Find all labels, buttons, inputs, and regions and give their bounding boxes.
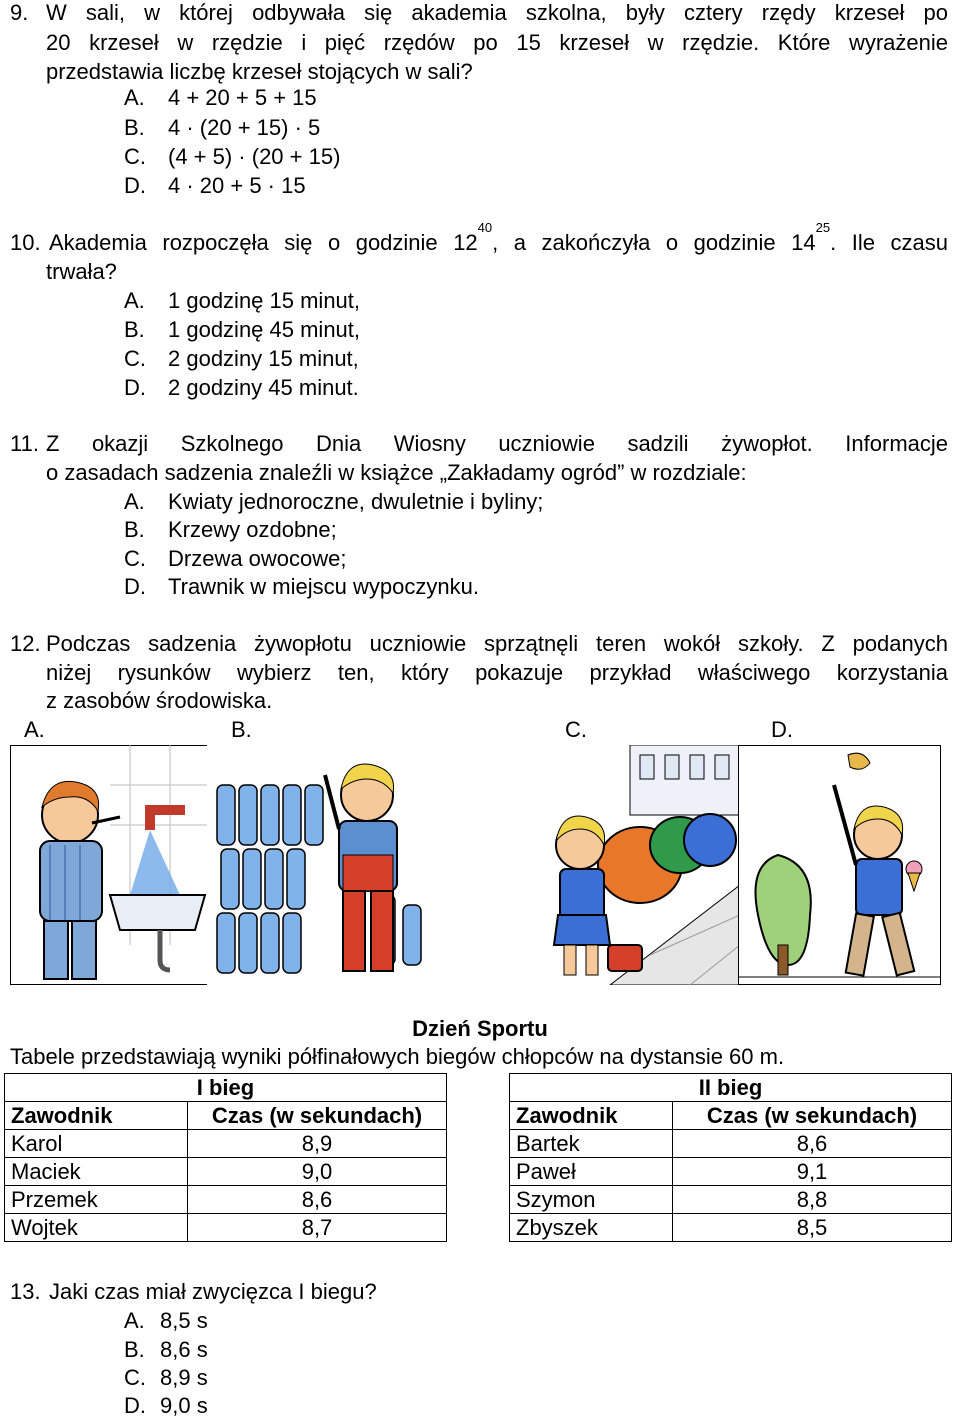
picture-label-d: D. (771, 717, 793, 742)
q10-end-minutes: 25 (815, 220, 831, 235)
question-10-text-line-2: trwała? (46, 259, 117, 284)
column-header-time: Czas (w sekundach) (188, 1102, 447, 1130)
question-11-text-line-1: Z okazji Szkolnego Dnia Wiosny uczniowie sadzili żywopłot. Informacje (46, 431, 948, 456)
runner-time: 8,6 (188, 1186, 447, 1214)
option-text: 8,6 s (160, 1337, 208, 1362)
option-text: 4 + 20 + 5 + 15 (168, 85, 317, 110)
question-11-option-b[interactable] (124, 517, 337, 543)
option-letter: B. (124, 115, 145, 140)
question-10-option-a[interactable] (124, 288, 360, 314)
runner-name: Zbyszek (510, 1214, 673, 1242)
runner-name: Szymon (510, 1186, 673, 1214)
question-13-text: Jaki czas miał zwycięzca I biegu? (49, 1279, 377, 1304)
runner-time: 8,9 (188, 1130, 447, 1158)
runner-time: 8,6 (673, 1130, 952, 1158)
boy-littering-picture[interactable] (738, 745, 941, 985)
question-13-option-d[interactable] (124, 1393, 208, 1419)
table-row (510, 1186, 952, 1214)
question-10-option-d[interactable] (124, 375, 359, 401)
question-11-option-c[interactable] (124, 546, 347, 572)
q10-text-c: . Ile czasu (830, 230, 948, 255)
question-11-option-d[interactable] (124, 574, 479, 600)
table-row (510, 1158, 952, 1186)
question-11-option-a[interactable] (124, 489, 543, 515)
option-text: 1 godzinę 15 minut, (168, 288, 361, 313)
option-letter: D. (124, 173, 146, 198)
sport-section-title: Dzień Sportu (412, 1016, 548, 1041)
option-letter: D. (124, 375, 146, 400)
table-row (510, 1130, 952, 1158)
question-10-option-b[interactable] (124, 317, 360, 343)
question-9-number: 9. (10, 0, 29, 25)
option-letter: A. (124, 288, 145, 313)
option-text: 4 · 20 + 5 · 15 (168, 173, 306, 198)
picture-label-b: B. (231, 717, 252, 742)
option-text: 9,0 s (160, 1393, 208, 1418)
question-12-text-line-1: Podczas sadzenia żywopłotu uczniowie sprzątnęli teren wokół szkoły. Z podanych (46, 631, 948, 656)
option-text: Trawnik w miejscu wypoczynku. (168, 574, 479, 599)
option-text: 8,5 s (160, 1308, 208, 1333)
q10-start-minutes: 40 (477, 220, 493, 235)
option-text: Krzewy ozdobne; (168, 517, 337, 542)
question-12-text-line-3: z zasobów środowiska. (46, 688, 273, 713)
option-letter: A. (124, 1308, 145, 1333)
girl-recycling-picture[interactable] (540, 745, 740, 985)
question-13-option-b[interactable] (124, 1337, 208, 1363)
column-header-name: Zawodnik (5, 1102, 188, 1130)
option-text: 2 godziny 45 minut. (168, 375, 359, 400)
heat-1-title: I bieg (5, 1074, 447, 1102)
question-11-number: 11. (10, 431, 39, 456)
question-13-number: 13. (10, 1279, 41, 1304)
question-10-option-c[interactable] (124, 346, 359, 372)
picture-label-c: C. (565, 717, 587, 742)
question-9-option-b[interactable] (124, 115, 320, 141)
heat-1-table (4, 1073, 447, 1242)
question-13-option-a[interactable] (124, 1308, 208, 1334)
runner-name: Maciek (5, 1158, 188, 1186)
option-letter: D. (124, 1393, 146, 1418)
question-12-number: 12. (10, 631, 41, 656)
option-letter: C. (124, 546, 146, 571)
question-9-text-line-1: W sali, w której odbywała się akademia szkolna, były cztery rzędy krzeseł po (46, 0, 948, 25)
runner-time: 9,0 (188, 1158, 447, 1186)
option-letter: A. (124, 85, 145, 110)
question-13-option-c[interactable] (124, 1365, 208, 1391)
column-header-time: Czas (w sekundach) (673, 1102, 952, 1130)
option-text: (4 + 5) · (20 + 15) (168, 144, 341, 169)
option-letter: C. (124, 1365, 146, 1390)
runner-time: 8,5 (673, 1214, 952, 1242)
option-letter: C. (124, 346, 146, 371)
option-letter: C. (124, 144, 146, 169)
table-row (5, 1186, 447, 1214)
runner-name: Karol (5, 1130, 188, 1158)
option-letter: D. (124, 574, 146, 599)
option-letter: B. (124, 317, 145, 342)
question-9-text-line-2: 20 krzeseł w rzędzie i pięć rzędów po 15 krzeseł w rzędzie. Które wyrażenie (46, 30, 948, 55)
q10-text-a: Akademia rozpoczęła się o godzinie 12 (49, 230, 478, 255)
runner-time: 8,7 (188, 1214, 447, 1242)
picture-label-a: A. (24, 717, 45, 742)
option-text: 1 godzinę 45 minut, (168, 317, 361, 342)
runner-name: Przemek (5, 1186, 188, 1214)
question-10-number: 10. (10, 230, 41, 255)
runner-time: 9,1 (673, 1158, 952, 1186)
table-row (5, 1158, 447, 1186)
question-9-option-d[interactable] (124, 173, 306, 199)
question-9-option-a[interactable] (124, 85, 317, 111)
sport-intro-text: Tabele przedstawiają wyniki półfinałowych biegów chłopców na dystansie 60 m. (10, 1044, 785, 1069)
runner-time: 8,8 (673, 1186, 952, 1214)
option-text: 2 godziny 15 minut, (168, 346, 359, 371)
option-letter: A. (124, 489, 145, 514)
question-11-text-line-2: o zasadach sadzenia znaleźli w książce „Zakładamy ogród” w rozdziale: (46, 460, 747, 485)
column-header-name: Zawodnik (510, 1102, 673, 1130)
boy-washing-hands-picture[interactable] (10, 745, 210, 985)
option-text: Drzewa owocowe; (168, 546, 347, 571)
q10-text-b: , a zakończyła o godzinie 14 (492, 230, 816, 255)
runner-name: Bartek (510, 1130, 673, 1158)
table-row (5, 1130, 447, 1158)
table-row (510, 1214, 952, 1242)
runner-name: Paweł (510, 1158, 673, 1186)
question-9-text-line-3: przedstawia liczbę krzeseł stojących w sali? (46, 59, 473, 84)
runner-name: Wojtek (5, 1214, 188, 1242)
question-10-text-line-1 (49, 220, 948, 256)
option-letter: B. (124, 517, 145, 542)
question-12-text-line-2: niżej rysunków wybierz ten, który pokazuje przykład właściwego korzystania (46, 660, 948, 685)
option-text: Kwiaty jednoroczne, dwuletnie i byliny; (168, 489, 544, 514)
table-row (5, 1214, 447, 1242)
option-text: 4 · (20 + 15) · 5 (168, 115, 321, 140)
boy-with-bottles-picture[interactable] (207, 745, 439, 985)
heat-2-title: II bieg (510, 1074, 952, 1102)
question-9-option-c[interactable] (124, 144, 340, 170)
heat-2-table (509, 1073, 952, 1242)
option-text: 8,9 s (160, 1365, 208, 1390)
option-letter: B. (124, 1337, 145, 1362)
